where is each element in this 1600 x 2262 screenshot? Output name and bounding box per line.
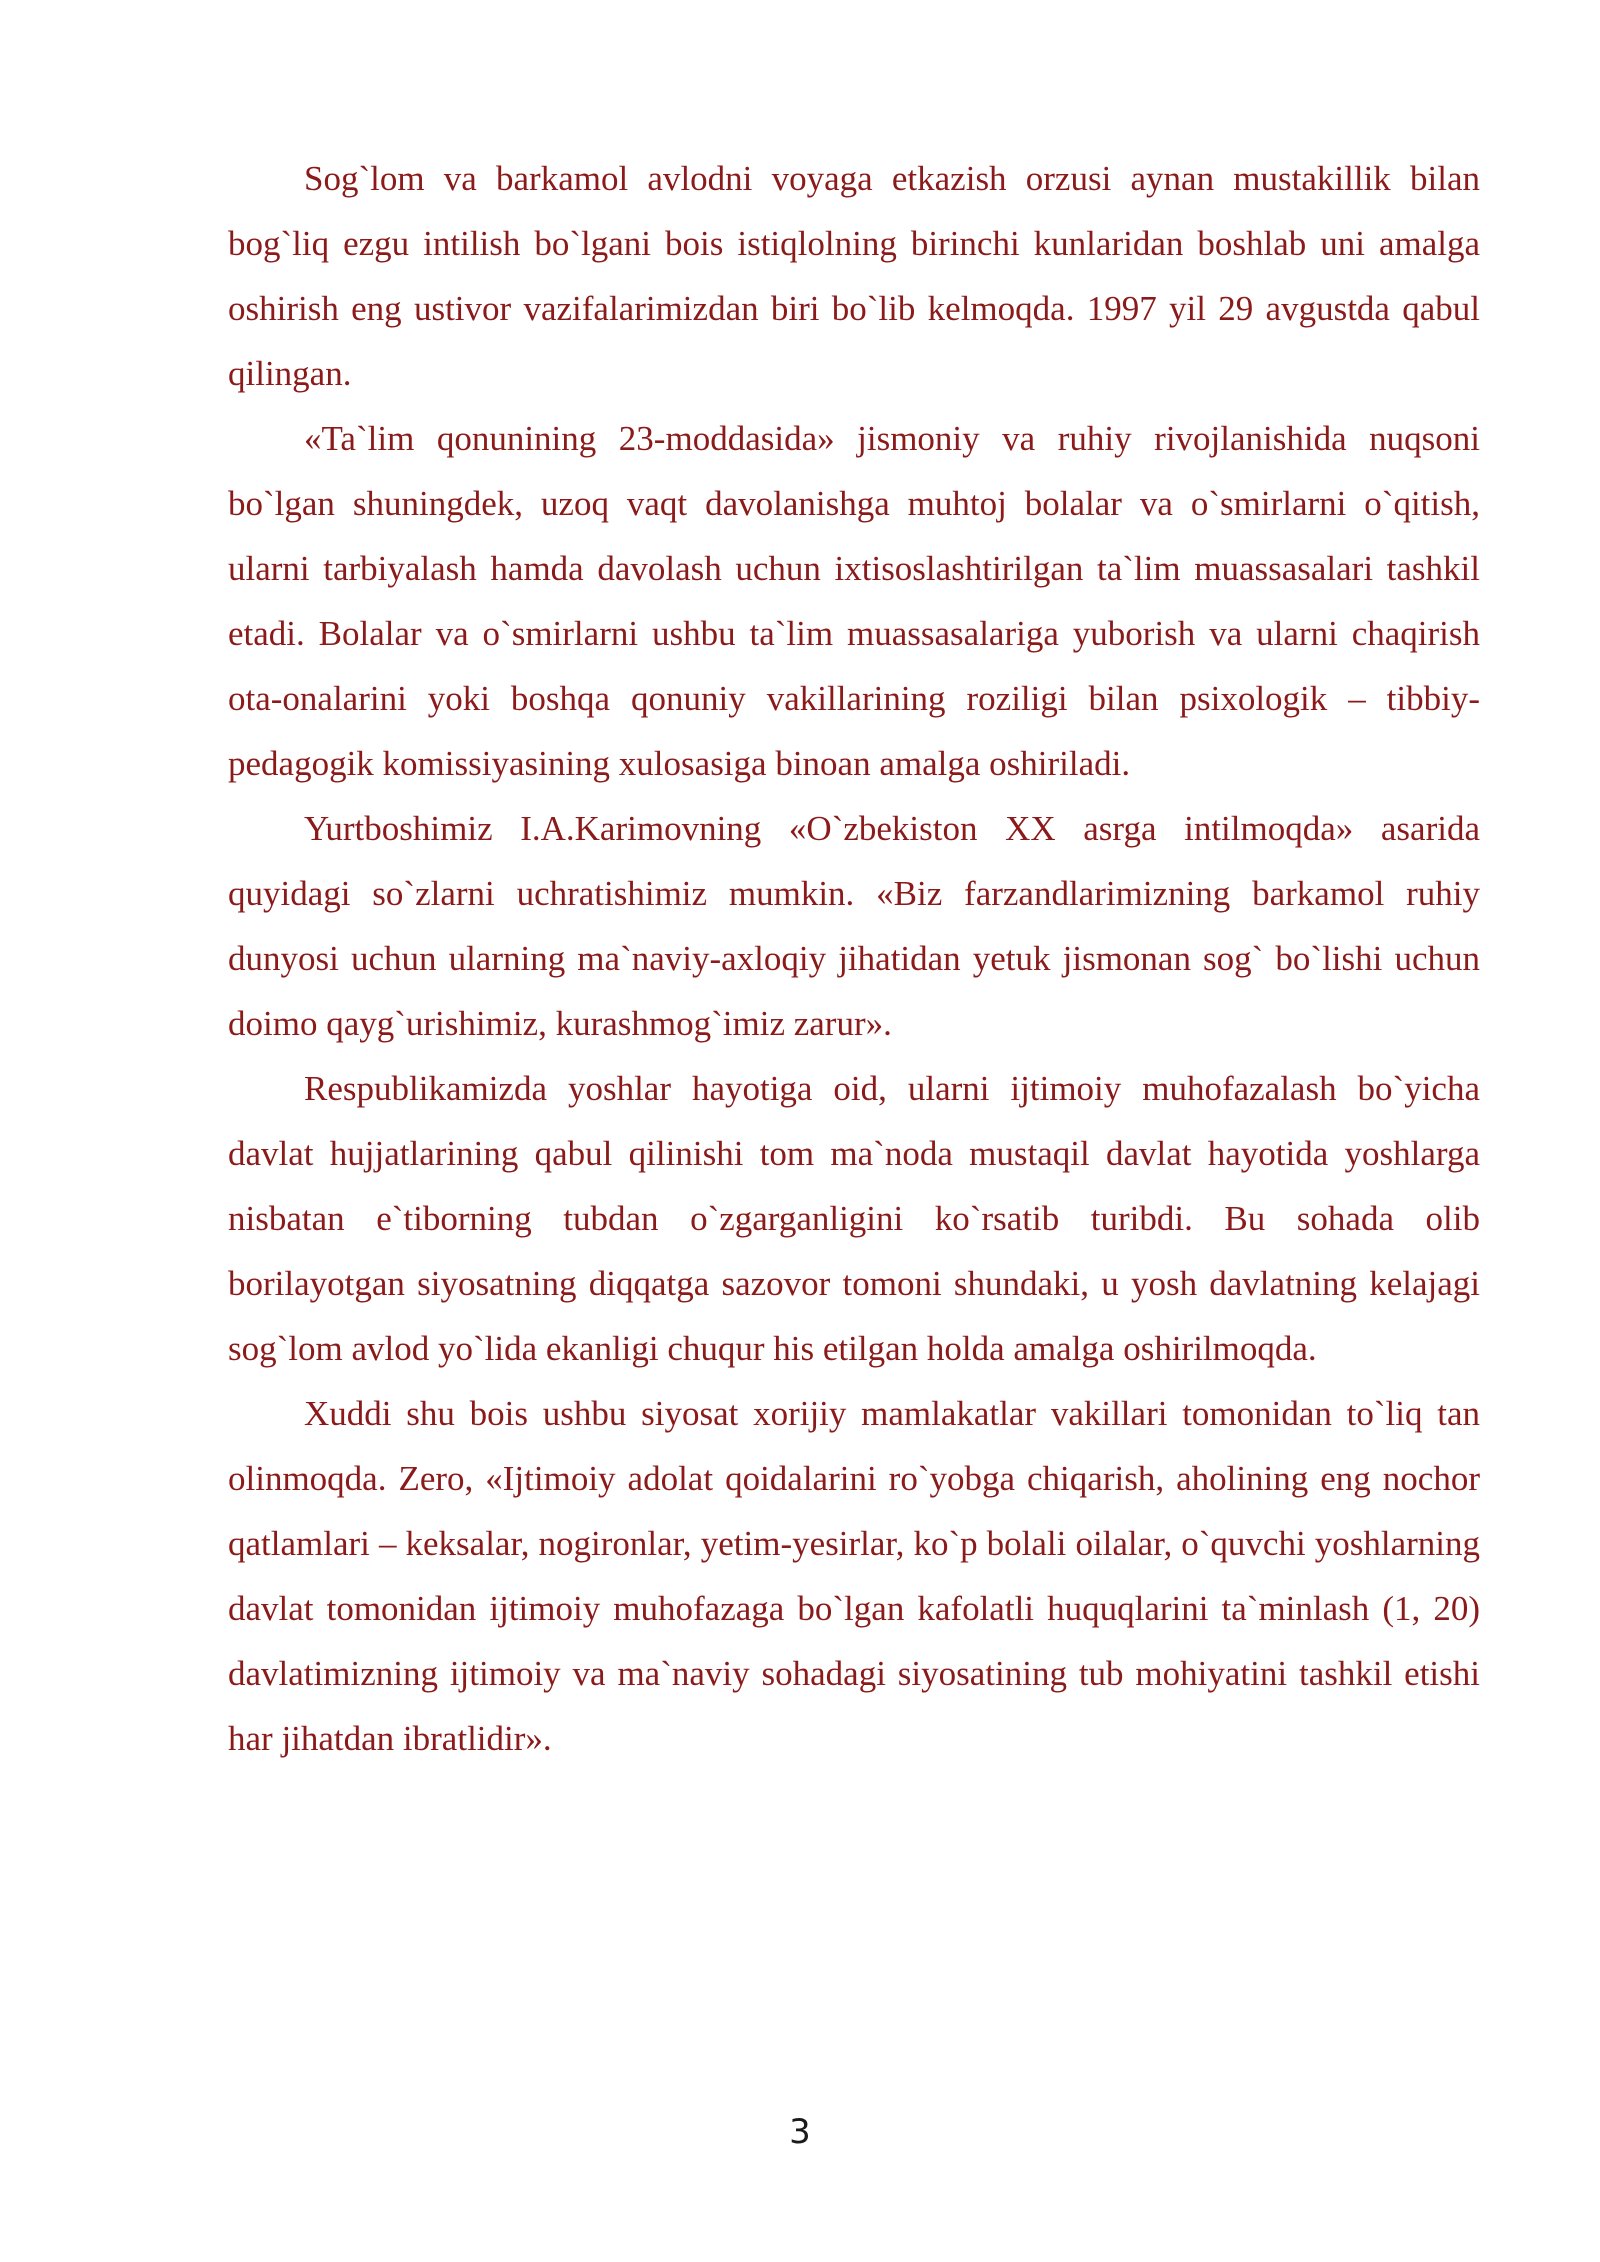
paragraph-4: Respublikamizda yoshlar hayotiga oid, ularni ijtimoiy muhofazalash bo`yicha davlat hujjatlarining qabul qilinishi tom ma`noda mustaqil davlat hayotida yoshlarga nisbatan e`tiborning tubdan o`zgarganligini ko`rsatib turibdi. Bu sohada olib borilayotgan siyosatning diqqatga sazovor tomoni shundaki, u yosh davlatning kelajagi sog`lom avlod yo`lida ekanligi chuqur his etilgan holda amalga oshirilmoqda.	[228, 1069, 1480, 1368]
page-number: 3	[789, 2112, 811, 2152]
paragraph-1: Sog`lom va barkamol avlodni voyaga etkazish orzusi aynan mustakillik bilan bog`liq ezgu intilish bo`lgani bois istiqlolning birinchi kunlaridan boshlab uni amalga oshirish eng ustivor vazifalarimizdan biri bo`lib kelmoqda. 1997 yil 29 avgustda qabul qilingan.	[228, 159, 1480, 393]
paragraph-5: Xuddi shu bois ushbu siyosat xorijiy mamlakatlar vakillari tomonidan to`liq tan olinmoqda. Zero, «Ijtimoiy adolat qoidalarini ro`yobga chiqarish, aholining eng nochor qatlamlari – keksalar, nogironlar, yetim-yesirlar, ko`p bolali oilalar, o`quvchi yoshlarning davlat tomonidan ijtimoiy muhofazaga bo`lgan kafolatli huquqlarini ta`minlash (1, 20) davlatimizning ijtimoiy va ma`naviy sohadagi siyosatining tub mohiyatini tashkil etishi har jihatdan ibratlidir».	[228, 1394, 1480, 1758]
paragraph-2: «Ta`lim qonunining 23-moddasida» jismoniy va ruhiy rivojlanishida nuqsoni bo`lgan shuningdek, uzoq vaqt davolanishga muhtoj bolalar va o`smirlarni o`qitish, ularni tarbiyalash hamda davolash uchun ixtisoslashtirilgan ta`lim muassasalari tashkil etadi. Bolalar va o`smirlarni ushbu ta`lim muassasalariga yuborish va ularni chaqirish ota-onalarini yoki boshqa qonuniy vakillarining roziligi bilan psixologik – tibbiy-pedagogik komissiyasining xulosasiga binoan amalga oshiriladi.	[228, 419, 1480, 783]
paragraph-3: Yurtboshimiz I.A.Karimovning «O`zbekiston XX asrga intilmoqda» asarida quyidagi so`zlarni uchratishimiz mumkin. «Biz farzandlarimizning barkamol ruhiy dunyosi uchun ularning ma`naviy-axloqiy jihatidan yetuk jismonan sog` bo`lishi uchun doimo qayg`urishimiz, kurashmog`imiz zarur».	[228, 809, 1480, 1043]
body-text	[228, 146, 1480, 1771]
